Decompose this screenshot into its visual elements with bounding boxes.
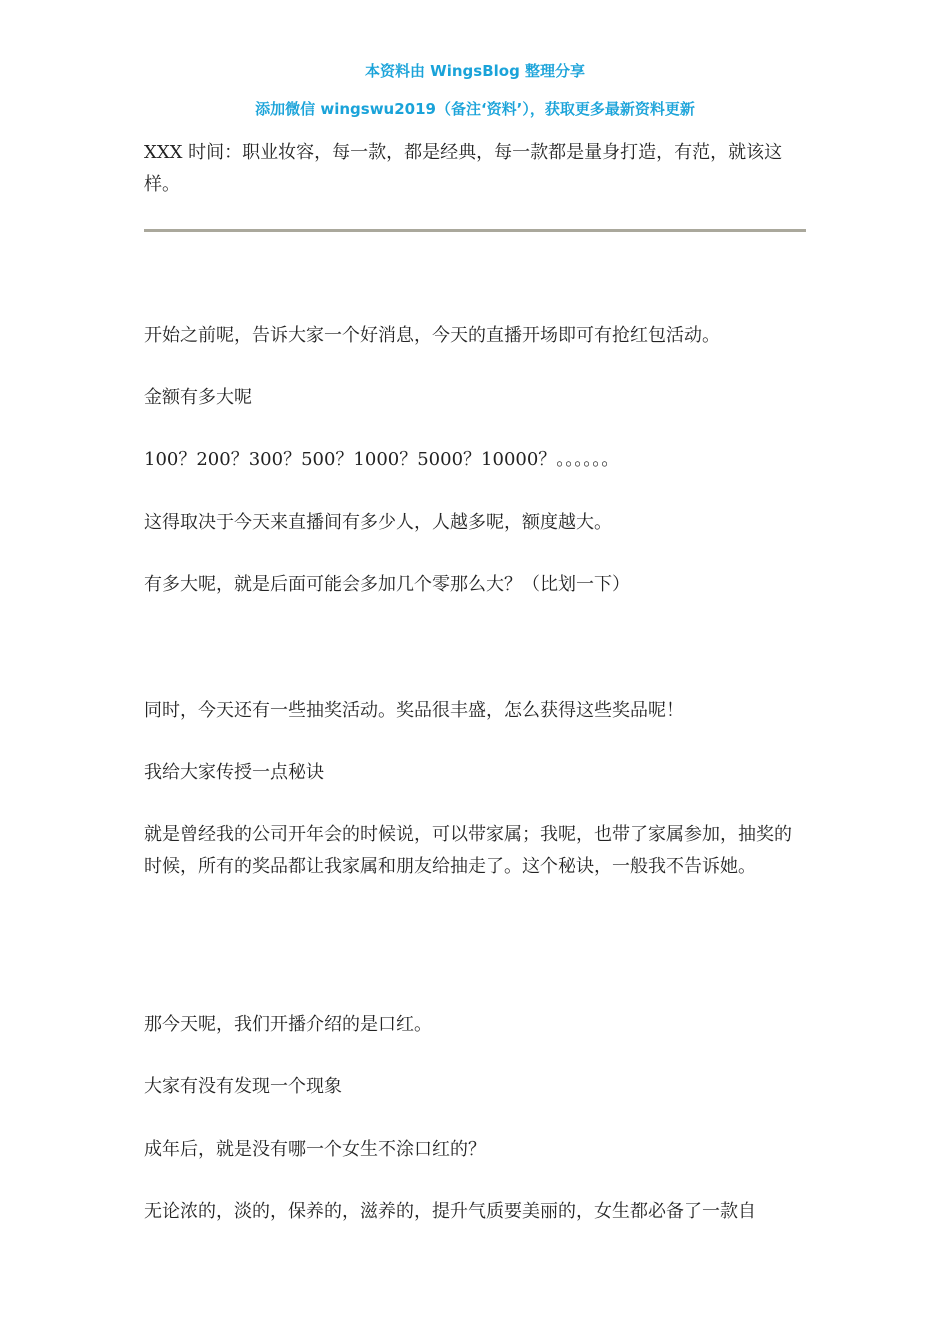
paragraph-how-big: 有多大呢，就是后面可能会多加几个零那么大？（比划一下）	[144, 574, 630, 595]
paragraph-amount-list: 100？200？300？500？1000？5000？10000？。。。。。。	[144, 449, 620, 470]
header-wechat-line: 添加微信 wingswu2019（备注‘资料’），获取更多最新资料更新	[255, 100, 695, 118]
paragraph-secret-tip: 我给大家传授一点秘诀	[144, 762, 324, 783]
paragraph-phenomenon: 大家有没有发现一个现象	[144, 1076, 342, 1097]
paragraph-lipstick-intro: 那今天呢，我们开播介绍的是口红。	[144, 1014, 432, 1035]
paragraph-lipstick-types: 无论浓的，淡的，保养的，滋养的，提升气质要美丽的，女生都必备了一款自	[144, 1201, 756, 1222]
paragraph-red-envelope: 开始之前呢，告诉大家一个好消息，今天的直播开场即可有抢红包活动。	[144, 325, 720, 346]
header-source-line: 本资料由 WingsBlog 整理分享	[364, 62, 586, 80]
intro-paragraph: XXX 时间：职业妆容，每一款，都是经典，每一款都是量身打造，有范，就该这样。	[144, 142, 783, 195]
paragraph-every-woman: 成年后，就是没有哪一个女生不涂口红的？	[144, 1139, 486, 1160]
paragraph-annual-party: 就是曾经我的公司开年会的时候说，可以带家属；我呢，也带了家属参加，抽奖的时候，所有的奖品都让我家属和朋友给抽走了。这个秘诀，一般我不告诉她。	[144, 824, 792, 877]
paragraph-amount-question: 金额有多大呢	[144, 387, 252, 408]
paragraph-depends-on-viewers: 这得取决于今天来直播间有多少人，人越多呢，额度越大。	[144, 512, 612, 533]
section-divider	[144, 229, 806, 232]
paragraph-lottery: 同时，今天还有一些抽奖活动。奖品很丰盛，怎么获得这些奖品呢！	[144, 700, 684, 721]
